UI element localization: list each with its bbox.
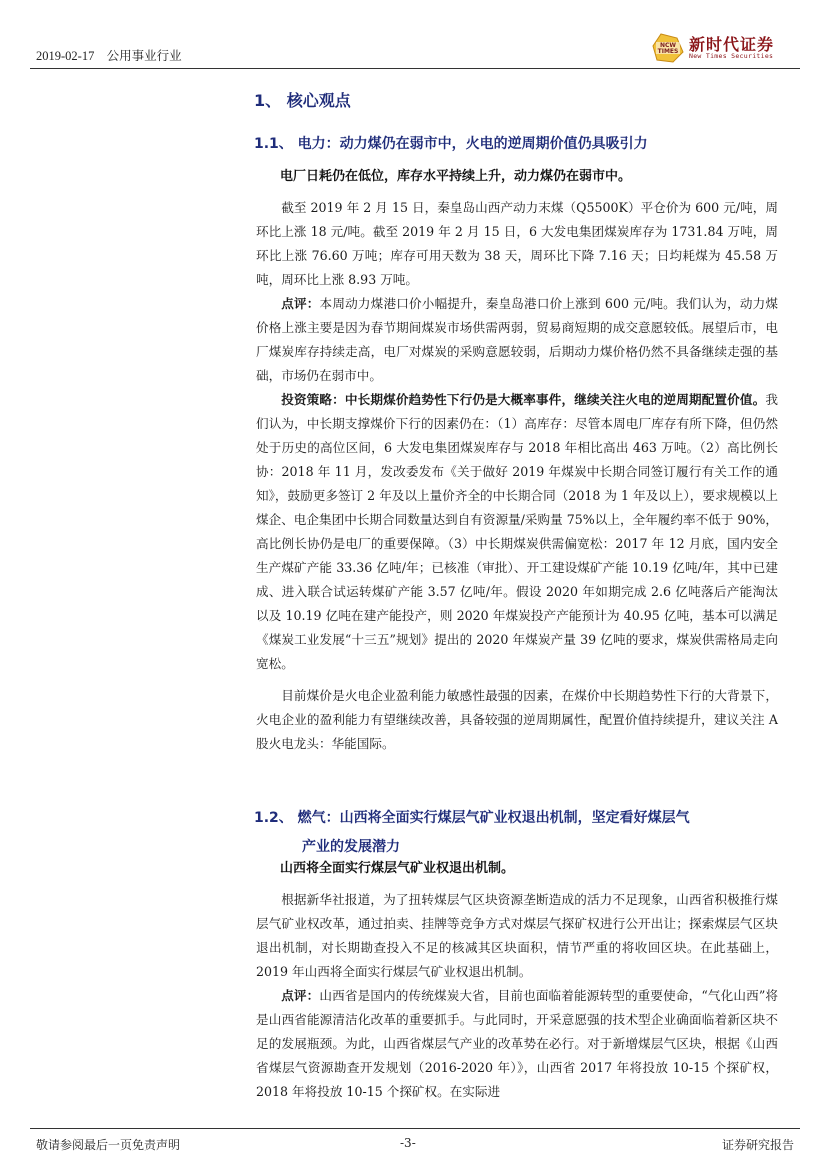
subsection-title-power: 1.1、 电力：动力煤仍在弱市中，火电的逆周期价值仍具吸引力 bbox=[254, 136, 648, 152]
section-title: 1、 核心观点 bbox=[254, 91, 351, 110]
paragraph-conclusion: 目前煤价是火电企业盈利能力敏感性最强的因素，在煤价中长期趋势性下行的大背景下，火电企业的盈利能力有望继续改善，具备较强的逆周期属性，配置价值持续提升，建议关注 A 股火电龙头：华能国际。 bbox=[256, 688, 778, 751]
footer-rule bbox=[30, 1128, 800, 1129]
strategy-text: 我们认为，中长期支撑煤价下行的因素仍在：（1）高库存：尽管本周电厂库存有所下降，但仍然处于历史的高位区间，6 大发电集团煤炭库存与 2018 年相比高出 463 万吨。（2）高比例长协：2018 年 11 月，发改委发布《关于做好 2019 年煤炭中长期合同签订履行有关工作的通知》，鼓励更多签订 2 年及以上量价齐全的中长期合同（2018 为 1 年及以上），要求规模以上煤企、电企集团中长期合同数量达到自有资源量/采购量 75%以上，全年履约率不低于 90%，高比例长协仍是电厂的重要保障。（3）中长期煤炭供需偏宽松：2017 年 12 月底，国内安全生产煤矿产能 33.36 亿吨/年；已核准（审批）、开工建设煤矿产能 10.19 亿吨/年，其中已建成、进入联合试运转煤矿产能 3.57 亿吨/年。假设 2020 年如期完成 2.6 亿吨落后产能淘汰以及 10.19 亿吨在建产能投产，则 2020 年煤炭投产产能预计为 40.95 亿吨，基本可以满足《煤炭工业发展“十三五”规划》提出的 2020 年煤炭产量 39 亿吨的要求，煤炭供需格局走向宽松。 bbox=[256, 392, 778, 671]
comment-text-gas: 山西省是国内的传统煤炭大省，目前也面临着能源转型的重要使命，“气化山西”将是山西省能源清洁化改革的重要抓手。与此同时，开采意愿强的技术型企业确面临着新区块不足的发展瓶颈。为此，山西省煤层气产业的改革势在必行。对于新增煤层气区块，根据《山西省煤层气资源勘查开发规划（2016-2020 年）》，山西省 2017 年将投放 10-15 个探矿权，2018 年将投放 10-15 个探矿权。在实际进 bbox=[256, 988, 778, 1099]
disclaimer-note: 敬请参阅最后一页免责声明 bbox=[36, 1138, 181, 1152]
comment-label-gas: 点评： bbox=[281, 988, 320, 1003]
brand-logo-text: NCW TIMES bbox=[657, 42, 679, 55]
brand-name-en: New Times Securities bbox=[689, 52, 774, 60]
lead-power: 电厂日耗仍在低位，库存水平持续上升，动力煤仍在弱市中。 bbox=[280, 169, 632, 184]
paragraph-shanxi-news: 根据新华社报道，为了扭转煤层气区块资源垄断造成的活力不足现象，山西省积极推行煤层气矿业权改革，通过拍卖、挂牌等竞争方式对煤层气探矿权进行公开出让；探索煤层气区块退出机制，对长期勘查投入不足的核减其区块面积，情节严重的将收回区块。在此基础上，2019 年山西将全面实行煤层气矿业权退出机制。 bbox=[256, 892, 778, 979]
lead-gas: 山西将全面实行煤层气矿业权退出机制。 bbox=[280, 861, 515, 876]
paragraph-coal-data: 截至 2019 年 2 月 15 日，秦皇岛山西产动力末煤（Q5500K）平仓价为 600 元/吨，周环比上涨 18 元/吨。截至 2019 年 2 月 15 日，6 大发电集团煤炭库存为 1731.84 万吨，周环比上涨 76.60 万吨；库存可用天数为 38 天，周环比下降 7.16 天；日均耗煤为 45.58 万吨，周环比上涨 8.93 万吨。 bbox=[256, 200, 778, 287]
subsection-title-gas: 1.2、 燃气：山西将全面实行煤层气矿业权退出机制，坚定看好煤层气 bbox=[254, 810, 690, 826]
industry-label: 公用事业行业 bbox=[106, 49, 182, 63]
page-footer bbox=[30, 1128, 800, 1152]
comment-text: 本周动力煤港口价小幅提升，秦皇岛港口价上涨到 600 元/吨。我们认为，动力煤价格上涨主要是因为春节期间煤炭市场供需两弱，贸易商短期的成交意愿较低。展望后市，电厂煤炭库存持续走高，电厂对煤炭的采购意愿较弱，后期动力煤价格仍然不具备继续走强的基础，市场仍在弱市中。 bbox=[256, 296, 779, 383]
header-rule bbox=[30, 68, 800, 69]
comment-label: 点评： bbox=[281, 296, 320, 311]
page-number: -3- bbox=[400, 1136, 416, 1150]
paragraph-comment-gas bbox=[256, 984, 778, 1104]
header-meta bbox=[36, 46, 182, 64]
paragraph-comment-power bbox=[256, 292, 778, 388]
brand-logo bbox=[651, 32, 801, 64]
strategy-label: 投资策略：中长期煤价趋势性下行仍是大概率事件，继续关注火电的逆周期配置价值。 bbox=[281, 392, 766, 407]
paragraph-strategy bbox=[256, 388, 778, 676]
subsection-title-gas-cont: 产业的发展潜力 bbox=[302, 839, 400, 855]
report-type: 证券研究报告 bbox=[721, 1138, 794, 1152]
report-date: 2019-02-17 bbox=[36, 49, 95, 63]
brand-name-cn: 新时代证券 bbox=[689, 35, 775, 54]
